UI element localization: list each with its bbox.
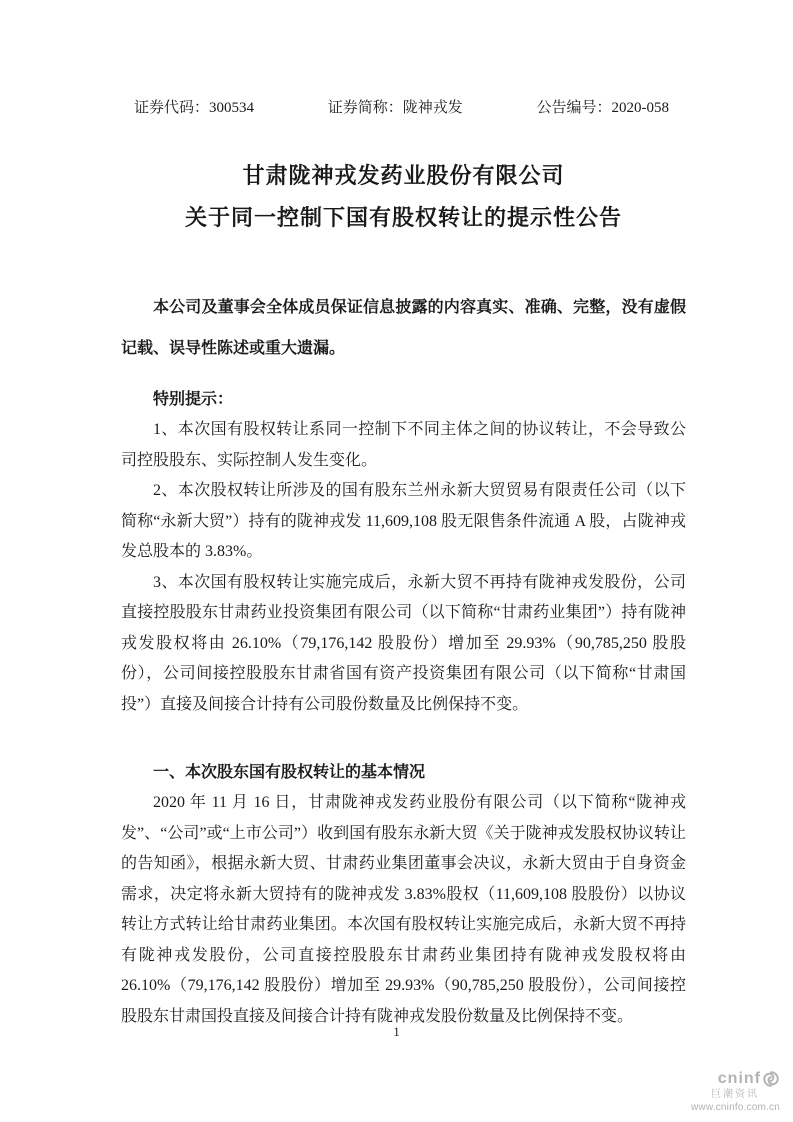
special-notice-heading: 特别提示： bbox=[153, 391, 234, 408]
section1-paragraph: 2020 年 11 月 16 日，甘肃陇神戎发药业股份有限公司（以下简称“陇神戎发”、“公司”或“上市公司”）收到国有股东永新大贸《关于陇神戎发股权协议转让的告知函》，根据永新大贸、甘肃药业集团董事会决议，永新大贸由于自身资金需求，决定将永新大贸持有的陇神戎发 3.83%股权（11,609,108 股股份）以协议转让方式转让给甘肃药业集团。本次国有股权转让实施完成后，永新大贸不再持有陇神戎发股份，公司直接控股股东甘肃药业集团持有陇神戎发股权将由 26.10%（79,176,142 股股份）增加至 29.93%（90,785,250 股股份），公司间接控股股东甘肃国投直接及间接合计持有陇神戎发股份数量及比例保持不变。 bbox=[121, 794, 686, 1025]
cninfo-chinese-name: 巨潮资讯 bbox=[711, 1089, 759, 1101]
cninfo-swirl-icon bbox=[762, 1070, 780, 1088]
board-declaration: 本公司及董事会全体成员保证信息披露的内容真实、准确、完整，没有虚假记载、误导性陈述或重大遗漏。 bbox=[121, 299, 686, 357]
section1-heading: 一、本次股东国有股权转让的基本情况 bbox=[153, 764, 426, 781]
announcement-title: 关于同一控制下国有股权转让的提示性公告 bbox=[184, 205, 622, 230]
announcement-number: 公告编号：2020-058 bbox=[536, 100, 669, 116]
cninfo-brand-row bbox=[670, 1070, 780, 1088]
securities-header bbox=[134, 96, 669, 117]
company-title: 甘肃陇神戎发药业股份有限公司 bbox=[242, 163, 565, 188]
cninfo-brand-text: cninf bbox=[717, 1070, 761, 1087]
notice-item-1: 1、本次国有股权转让系同一控制下不同主体之间的协议转让，不会导致公司控股股东、实际控制人发生变化。 bbox=[121, 421, 686, 469]
notice-item-3: 3、本次国有股权转让实施完成后，永新大贸不再持有陇神戎发股份，公司直接控股股东甘肃药业投资集团有限公司（以下简称“甘肃药业集团”）持有陇神戎发股权将由 26.10%（79,176,142 股股份）增加至 29.93%（90,785,250 股股份），公司间接控股股东甘肃省国有资产投资集团有限公司（以下简称“甘肃国投”）直接及间接合计持有公司股份数量及比例保持不变。 bbox=[121, 573, 686, 713]
stock-short-name: 证券简称：陇神戎发 bbox=[327, 100, 463, 116]
notice-item-2: 2、本次股权转让所涉及的国有股东兰州永新大贸贸易有限责任公司（以下简称“永新大贸”）持有的陇神戎发 11,609,108 股无限售条件流通 A 股，占陇神戎发总股本的 3.83%。 bbox=[121, 482, 686, 560]
cninfo-site-url: www.cninfo.com.cn bbox=[691, 1101, 780, 1113]
stock-code: 证券代码：300534 bbox=[134, 100, 255, 116]
page-number: 1 bbox=[393, 1024, 400, 1039]
cninfo-watermark bbox=[670, 1070, 780, 1113]
